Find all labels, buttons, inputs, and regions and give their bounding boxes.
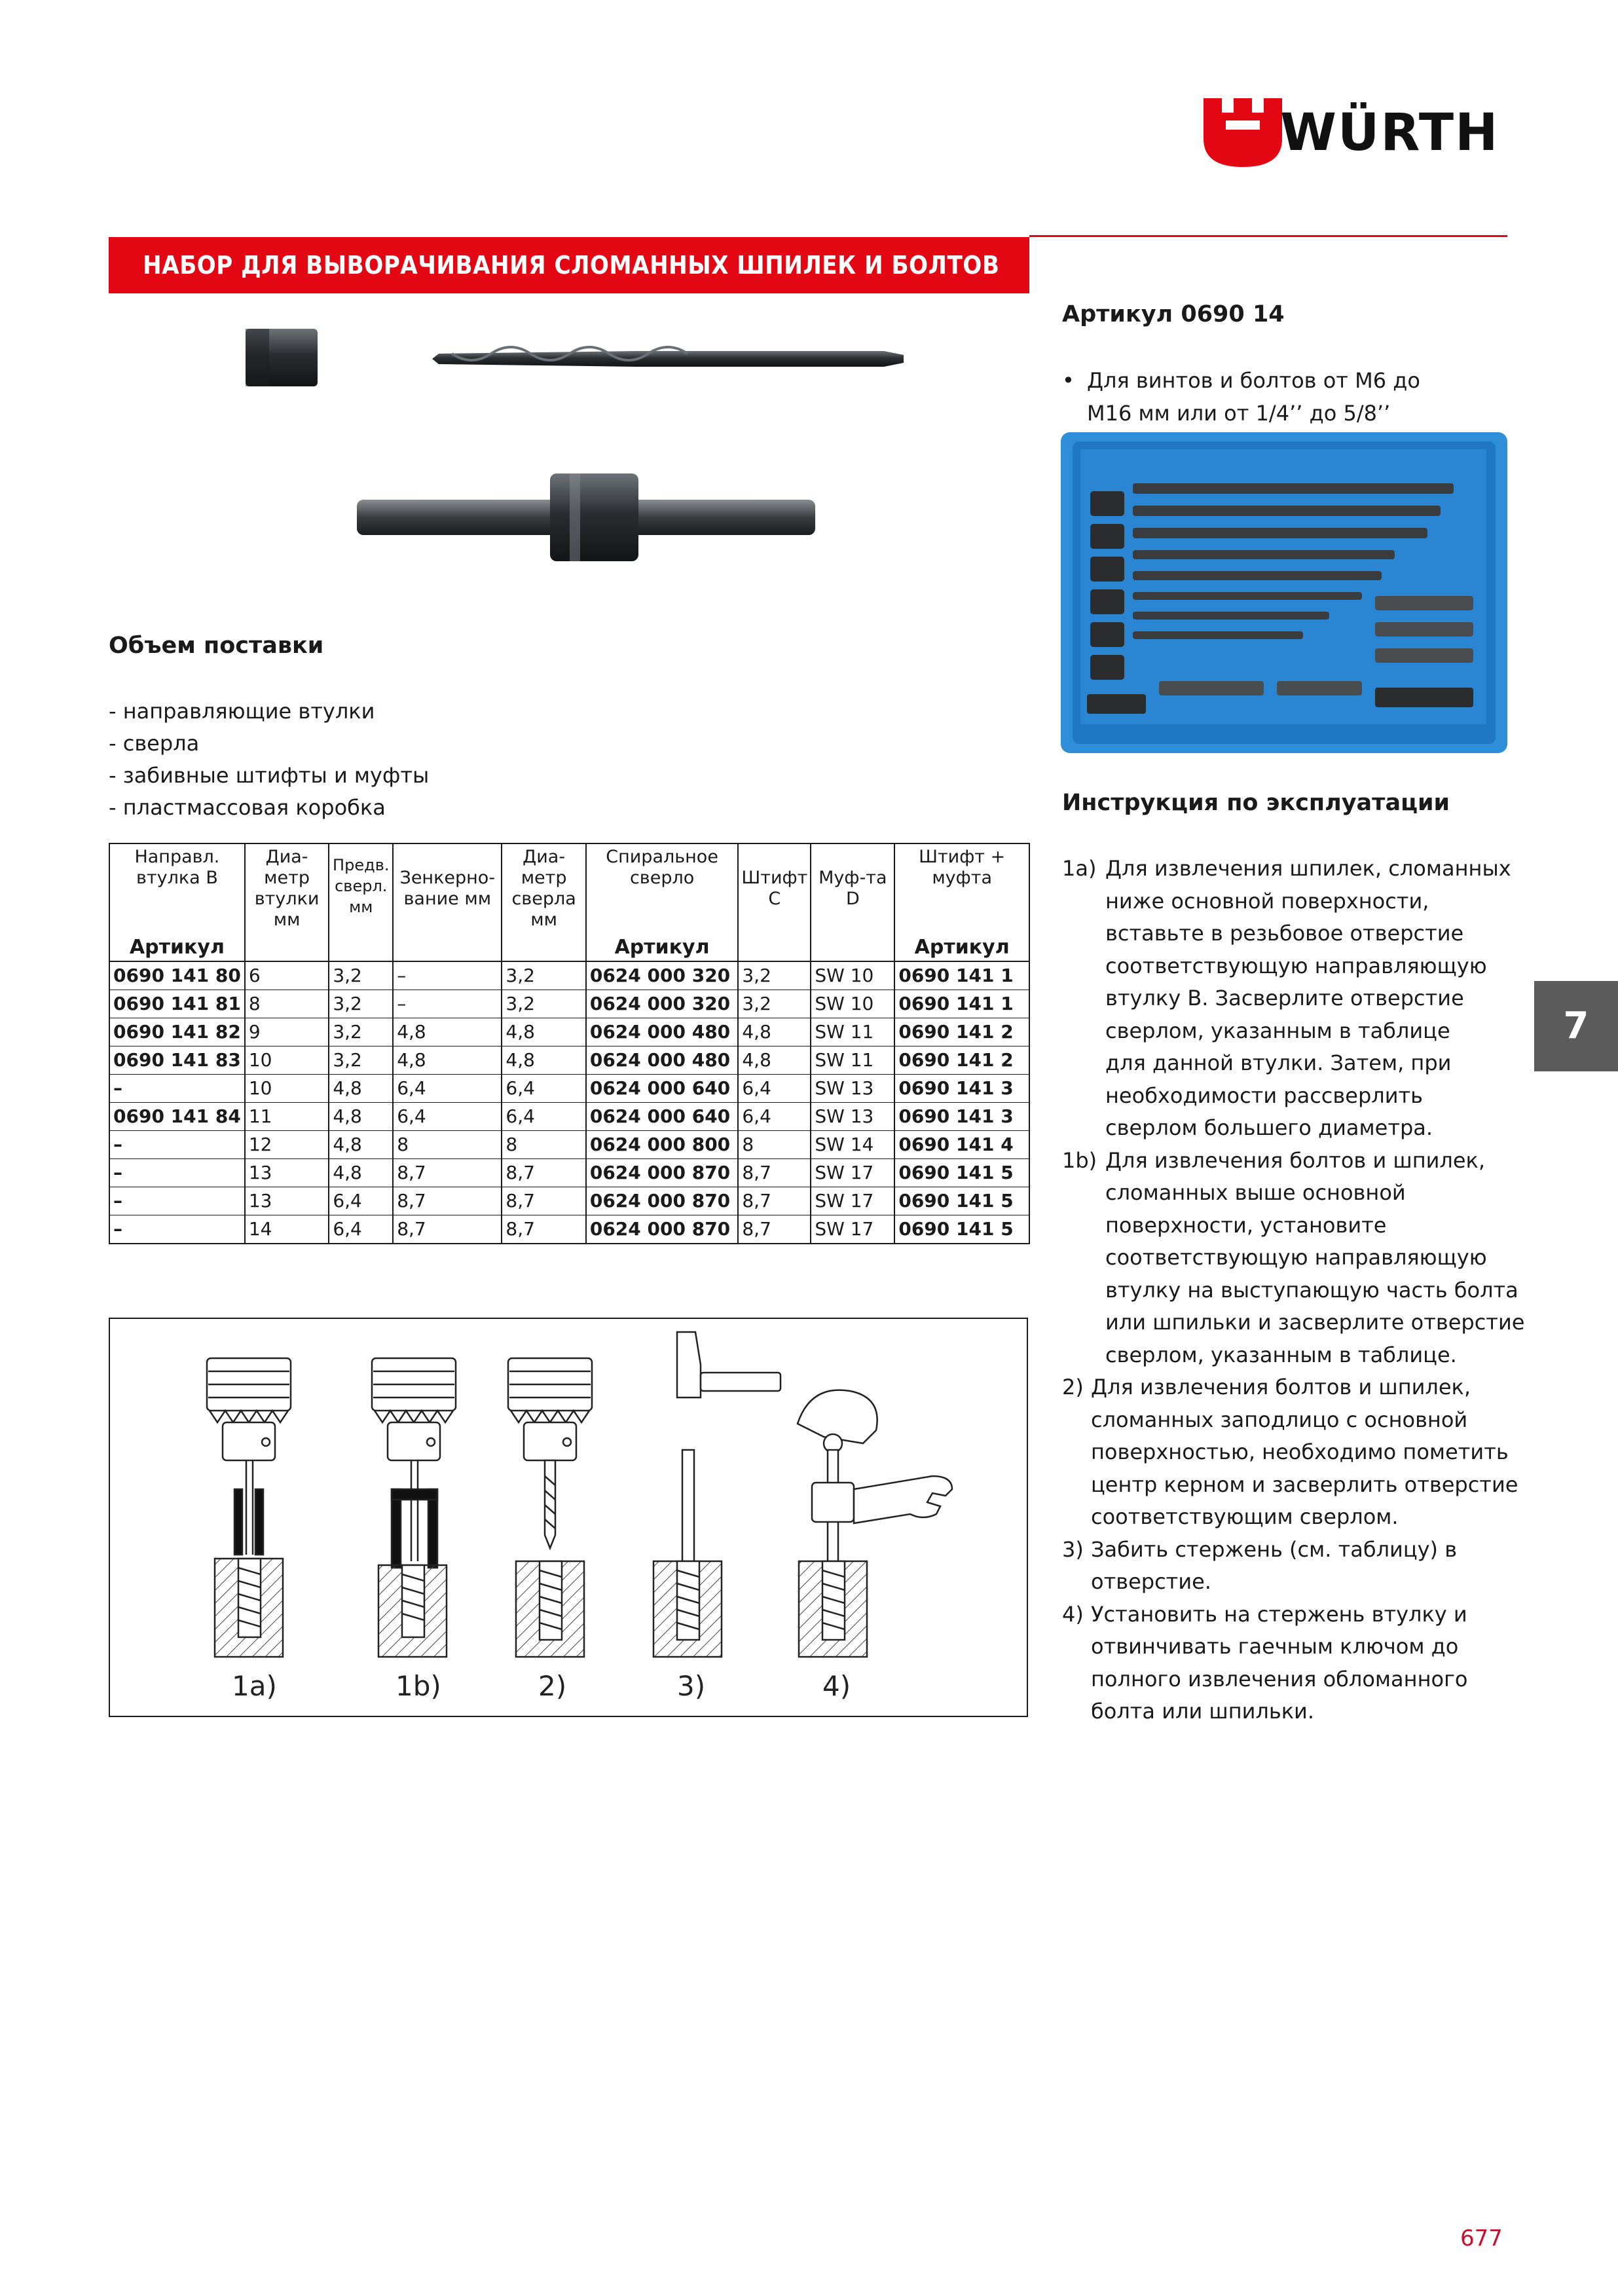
instruction-line: втулку на выступающую часть болта: [1105, 1277, 1518, 1303]
table-cell: 9: [245, 1018, 329, 1046]
table-row: [109, 1046, 1029, 1075]
instruction-step-number: 4): [1062, 1601, 1084, 1627]
table-row: [109, 961, 1029, 990]
instruction-line: поверхности, установите: [1105, 1212, 1387, 1238]
instruction-step-text: [1091, 1599, 1520, 1728]
column-header: [894, 843, 1029, 961]
table-cell: 0624 000 640: [586, 1103, 739, 1131]
scope-item: - сверла: [109, 731, 200, 756]
instructions-heading: Инструкция по эксплуатации: [1062, 790, 1450, 816]
diagram-label-1a: 1a): [232, 1670, 277, 1702]
article-note-line-1: Для винтов и болтов от М6 до: [1087, 368, 1420, 393]
procedure-illustration: [110, 1319, 1027, 1716]
diagram-label-1b: 1b): [395, 1670, 441, 1702]
instructions-list: [1062, 853, 1525, 1728]
scope-heading: Объем поставки: [109, 633, 324, 659]
article-note: [1062, 364, 1420, 430]
table-cell: 4,8: [329, 1159, 393, 1187]
workpiece-4: [799, 1561, 867, 1657]
column-header-label: Направл. втулка B: [134, 847, 220, 888]
table-cell: 0624 000 870: [586, 1215, 739, 1244]
column-header-label: Спиральное сверло: [606, 847, 718, 888]
table-cell: 4,8: [738, 1018, 811, 1046]
column-header-sub: Артикул: [914, 936, 1010, 959]
spec-table: [109, 843, 1030, 1244]
table-cell: 4,8: [738, 1046, 811, 1075]
table-cell: 8,7: [502, 1159, 585, 1187]
instruction-step-number: 3): [1062, 1536, 1084, 1562]
diagram-label-2: 2): [538, 1670, 567, 1702]
table-cell: 3,2: [502, 990, 585, 1018]
table-cell: 8: [245, 990, 329, 1018]
scope-item: - пластмассовая коробка: [109, 795, 386, 820]
column-header: [393, 843, 502, 961]
diagram-label-3: 3): [677, 1670, 706, 1702]
table-cell: 10: [245, 1046, 329, 1075]
table-cell: 0690 141 1: [894, 990, 1029, 1018]
header-rule: [1029, 235, 1507, 237]
column-header: [811, 843, 894, 961]
table-row: [109, 1103, 1029, 1131]
table-cell: 3,2: [329, 1046, 393, 1075]
table-cell: SW 17: [811, 1215, 894, 1244]
table-cell: SW 10: [811, 990, 894, 1018]
drill-image: [432, 347, 904, 367]
table-cell: 8,7: [502, 1215, 585, 1244]
column-header-sub: Артикул: [614, 936, 710, 959]
table-cell: 0624 000 800: [586, 1131, 739, 1159]
table-cell: –: [109, 1159, 245, 1187]
table-cell: 6,4: [738, 1075, 811, 1103]
table-cell: 4,8: [329, 1075, 393, 1103]
table-cell: –: [393, 961, 502, 990]
table-cell: 8,7: [393, 1187, 502, 1215]
table-cell: 4,8: [502, 1018, 585, 1046]
table-cell: 6,4: [738, 1103, 811, 1131]
table-cell: 4,8: [329, 1103, 393, 1131]
instruction-step: [1062, 853, 1520, 1145]
instruction-line: или шпильки и засверлите отверстие: [1105, 1310, 1525, 1335]
instruction-step: [1062, 1371, 1520, 1534]
table-cell: 3,2: [738, 961, 811, 990]
table-cell: 8,7: [738, 1159, 811, 1187]
column-header-label: Диа-метр сверла мм: [511, 847, 576, 930]
table-cell: 0624 000 640: [586, 1075, 739, 1103]
table-cell: 0624 000 320: [586, 990, 739, 1018]
table-cell: –: [109, 1187, 245, 1215]
instruction-step-text: [1091, 1534, 1520, 1599]
article-number: Артикул 0690 14: [1062, 301, 1285, 327]
table-cell: 3,2: [502, 961, 585, 990]
instruction-line: болта или шпильки.: [1091, 1699, 1315, 1724]
table-cell: 13: [245, 1187, 329, 1215]
table-cell: SW 11: [811, 1046, 894, 1075]
table-row: [109, 990, 1029, 1018]
table-cell: 0690 141 84: [109, 1103, 245, 1131]
table-cell: 6,4: [502, 1075, 585, 1103]
instruction-line: центр керном и засверлить отверстие: [1091, 1472, 1518, 1497]
table-header-row: [109, 843, 1029, 961]
table-cell: SW 10: [811, 961, 894, 990]
column-header-sub: Артикул: [129, 936, 225, 959]
page-number: 677: [1460, 2225, 1503, 2251]
instruction-line: Забить стержень (см. таблицу) в: [1091, 1536, 1458, 1562]
table-cell: 3,2: [329, 1018, 393, 1046]
table-cell: 4,8: [393, 1046, 502, 1075]
table-row: [109, 1159, 1029, 1187]
table-cell: 11: [245, 1103, 329, 1131]
table-body: [109, 961, 1029, 1244]
table-cell: SW 17: [811, 1187, 894, 1215]
column-header-label: Муф-та D: [818, 868, 887, 909]
table-cell: 0690 141 5: [894, 1187, 1029, 1215]
instruction-line: вставьте в резьбовое отверстие: [1105, 921, 1464, 946]
column-header: [738, 843, 811, 961]
column-header-label: Штифт C: [741, 868, 808, 909]
table-cell: 6,4: [393, 1103, 502, 1131]
chapter-tab: 7: [1534, 981, 1618, 1071]
table-cell: SW 17: [811, 1159, 894, 1187]
table-cell: 0690 141 3: [894, 1075, 1029, 1103]
instruction-line: сломанных выше основной: [1105, 1180, 1406, 1205]
instruction-line: соответствующую направляющую: [1105, 1245, 1487, 1270]
table-cell: SW 13: [811, 1103, 894, 1131]
table-cell: 6,4: [329, 1215, 393, 1244]
table-cell: 0624 000 320: [586, 961, 739, 990]
table-cell: SW 11: [811, 1018, 894, 1046]
column-header: [329, 843, 393, 961]
table-cell: 8: [738, 1131, 811, 1159]
instruction-line: отвинчивать гаечным ключом до: [1091, 1634, 1459, 1659]
brand-name: WÜRTH: [1280, 103, 1499, 162]
table-cell: 14: [245, 1215, 329, 1244]
article-note-line-2: М16 мм или от 1/4’’ до 5/8’’: [1087, 401, 1391, 426]
extractor-pin-image: [357, 473, 815, 561]
table-cell: 0690 141 5: [894, 1159, 1029, 1187]
bullet-symbol: •: [1062, 368, 1075, 393]
table-cell: 0690 141 3: [894, 1103, 1029, 1131]
table-row: [109, 1018, 1029, 1046]
table-cell: 8: [502, 1131, 585, 1159]
table-row: [109, 1215, 1029, 1244]
table-cell: 8,7: [393, 1215, 502, 1244]
table-cell: –: [393, 990, 502, 1018]
instruction-line: соответствующую направляющую: [1105, 953, 1487, 978]
instruction-step: [1062, 1599, 1520, 1728]
instruction-line: сверлом, указанным в таблице.: [1105, 1342, 1457, 1367]
drill-chuck-2: [508, 1358, 592, 1548]
workpiece-1a: [215, 1559, 283, 1657]
diagram-label-4: 4): [822, 1670, 851, 1702]
kit-case-photo: [1061, 432, 1507, 753]
table-cell: –: [109, 1131, 245, 1159]
table-cell: SW 13: [811, 1075, 894, 1103]
table-cell: 12: [245, 1131, 329, 1159]
table-cell: 8: [393, 1131, 502, 1159]
scope-list: [109, 695, 429, 824]
column-header-label: Штифт + муфта: [919, 847, 1006, 888]
workpiece-1b: [378, 1565, 447, 1657]
table-cell: 0690 141 82: [109, 1018, 245, 1046]
scope-item: - направляющие втулки: [109, 699, 375, 724]
instruction-line: полного извлечения обломанного: [1091, 1666, 1468, 1692]
table-cell: 0690 141 2: [894, 1046, 1029, 1075]
hammer-3: [677, 1332, 781, 1601]
instruction-line: сломанных заподлицо с основной: [1091, 1407, 1468, 1432]
workpiece-3: [653, 1561, 722, 1657]
table-cell: 0624 000 480: [586, 1018, 739, 1046]
table-cell: –: [109, 1075, 245, 1103]
table-cell: 0690 141 4: [894, 1131, 1029, 1159]
table-cell: SW 14: [811, 1131, 894, 1159]
table-cell: –: [109, 1215, 245, 1244]
column-header-label: Предв. сверл. мм: [333, 856, 390, 916]
drill-chuck-1b: [372, 1358, 456, 1568]
instruction-line: сверлом, указанным в таблице: [1105, 1018, 1450, 1043]
instruction-line: Для извлечения болтов и шпилек,: [1091, 1375, 1471, 1399]
instruction-step: [1062, 1145, 1525, 1372]
column-header-label: Зенкерно-вание мм: [399, 868, 496, 909]
column-header: [245, 843, 329, 961]
instruction-line: отверстие.: [1091, 1569, 1211, 1594]
instruction-line: поверхностью, необходимо пометить: [1091, 1439, 1509, 1464]
instruction-step-text: [1091, 1371, 1520, 1534]
table-cell: 6,4: [502, 1103, 585, 1131]
table-row: [109, 1131, 1029, 1159]
instruction-line: Для извлечения болтов и шпилек,: [1105, 1147, 1486, 1173]
column-header-label: Диа-метр втулки мм: [254, 847, 320, 930]
table-row: [109, 1187, 1029, 1215]
workpiece-2: [516, 1561, 584, 1657]
table-cell: 3,2: [329, 990, 393, 1018]
instruction-line: сверлом большего диаметра.: [1105, 1115, 1433, 1140]
guide-sleeve-image: [246, 329, 318, 386]
instruction-step-number: 1b): [1062, 1147, 1097, 1173]
table-cell: 6: [245, 961, 329, 990]
table-cell: 3,2: [738, 990, 811, 1018]
instruction-line: втулку B. Засверлите отверстие: [1105, 986, 1464, 1010]
column-header: [586, 843, 739, 961]
instruction-line: соответствующим сверлом.: [1091, 1504, 1399, 1529]
table-cell: 4,8: [393, 1018, 502, 1046]
scope-item: - забивные штифты и муфты: [109, 763, 430, 788]
table-cell: 0690 141 1: [894, 961, 1029, 990]
instruction-step-number: 1a): [1062, 856, 1097, 881]
kit-parts-photo: [177, 314, 949, 589]
instruction-line: ниже основной поверхности,: [1105, 888, 1429, 914]
instruction-step: [1062, 1534, 1520, 1599]
table-cell: 0690 141 81: [109, 990, 245, 1018]
instruction-step-number: 2): [1062, 1375, 1084, 1399]
table-cell: 8,7: [393, 1159, 502, 1187]
table-cell: 0690 141 2: [894, 1018, 1029, 1046]
table-cell: 8,7: [502, 1187, 585, 1215]
instruction-line: Для извлечения шпилек, сломанных: [1105, 856, 1511, 881]
table-cell: 13: [245, 1159, 329, 1187]
instruction-step-text: [1105, 1145, 1524, 1372]
column-header: [109, 843, 245, 961]
table-row: [109, 1075, 1029, 1103]
page-title: НАБОР ДЛЯ ВЫВОРАЧИВАНИЯ СЛОМАННЫХ ШПИЛЕК И БОЛТОВ: [143, 251, 1000, 280]
table-cell: 0624 000 870: [586, 1187, 739, 1215]
table-cell: 0690 141 83: [109, 1046, 245, 1075]
table-cell: 10: [245, 1075, 329, 1103]
table-cell: 6,4: [393, 1075, 502, 1103]
hand-wrench-4: [798, 1390, 952, 1568]
table-cell: 4,8: [502, 1046, 585, 1075]
instruction-step-text: [1105, 853, 1520, 1145]
instruction-line: Установить на стержень втулку и: [1091, 1601, 1467, 1627]
table-cell: 8,7: [738, 1187, 811, 1215]
table-cell: 0624 000 870: [586, 1159, 739, 1187]
table-cell: 3,2: [329, 961, 393, 990]
column-header: [502, 843, 585, 961]
table-cell: 4,8: [329, 1131, 393, 1159]
procedure-diagram: [109, 1318, 1028, 1717]
instruction-line: необходимости рассверлить: [1105, 1083, 1423, 1108]
drill-chuck-1a: [207, 1358, 291, 1555]
table-cell: 8,7: [738, 1215, 811, 1244]
table-cell: 0690 141 5: [894, 1215, 1029, 1244]
instruction-line: для данной втулки. Затем, при: [1105, 1050, 1452, 1075]
table-cell: 6,4: [329, 1187, 393, 1215]
table-cell: 0624 000 480: [586, 1046, 739, 1075]
table-cell: 0690 141 80: [109, 961, 245, 990]
